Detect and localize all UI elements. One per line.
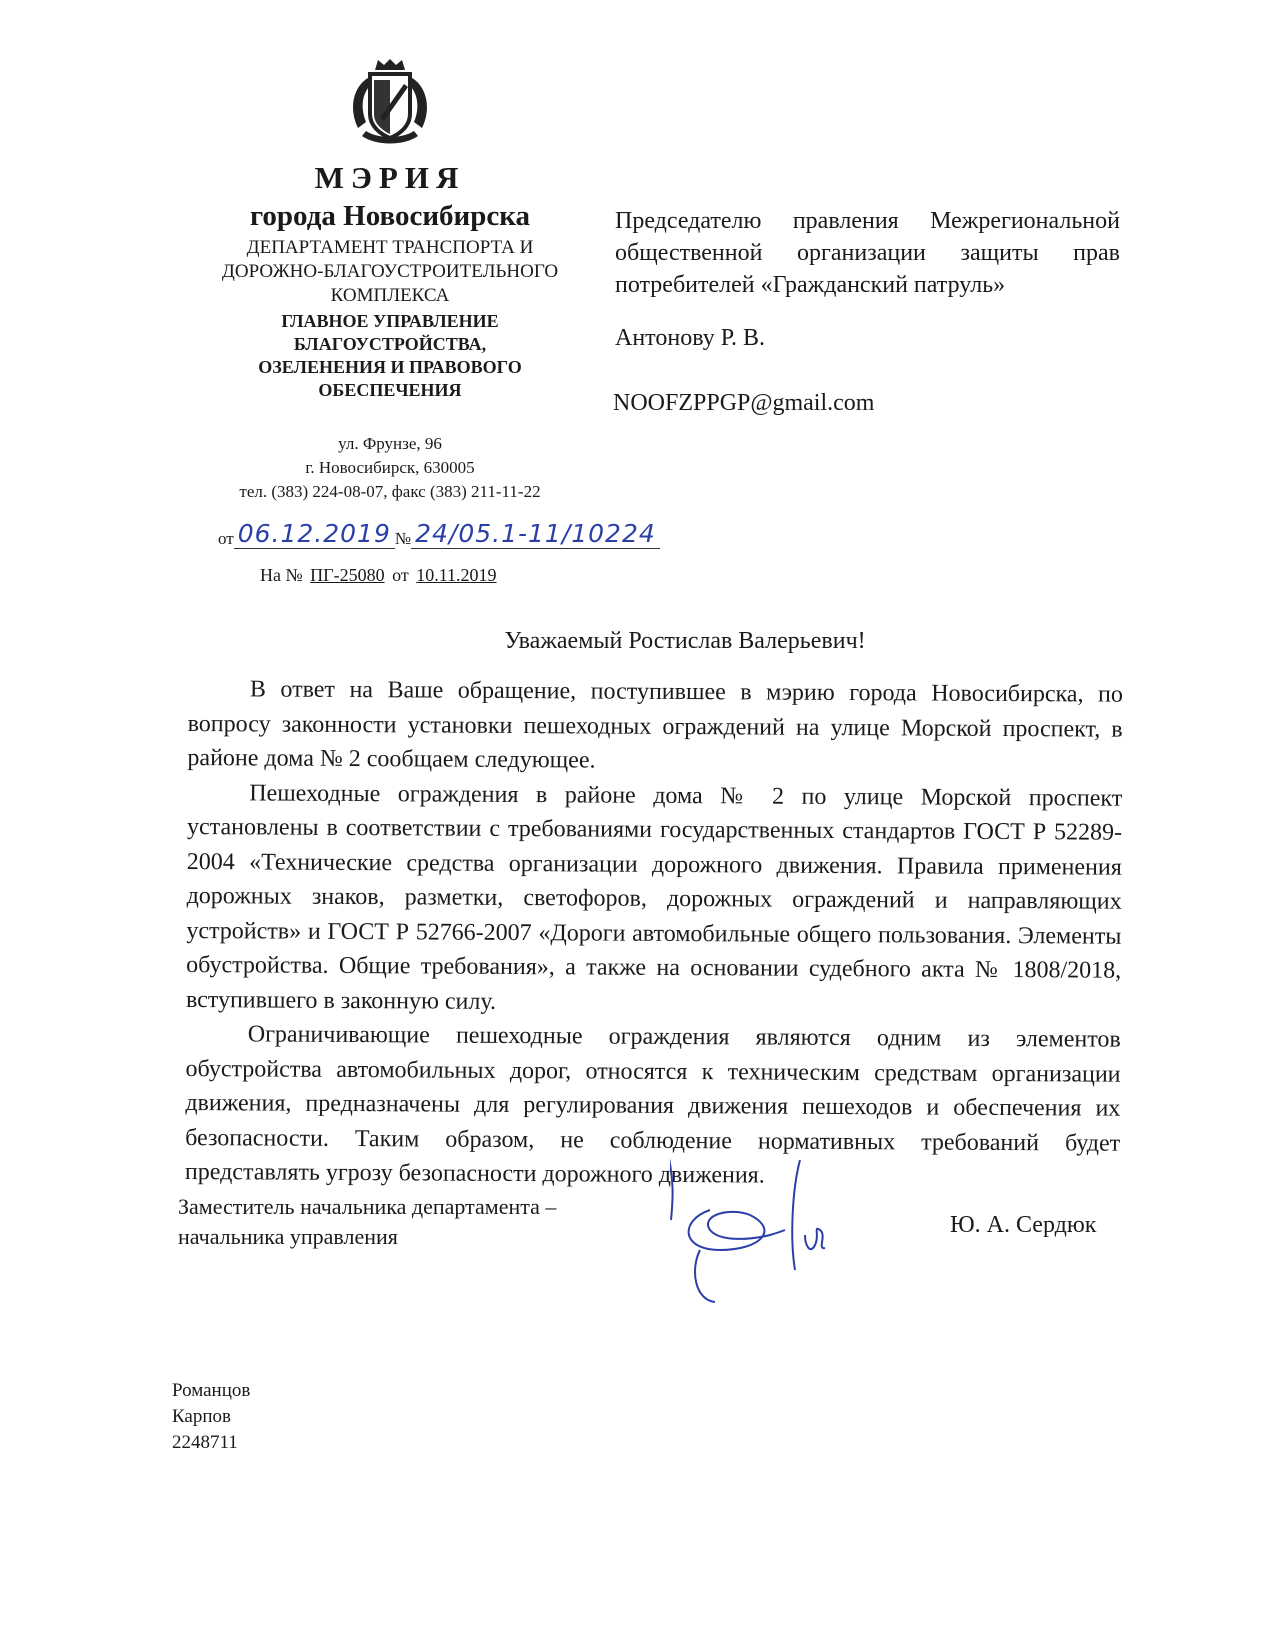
directorate-line: БЛАГОУСТРОЙСТВА, <box>293 334 487 354</box>
directorate-line: ОБЕСПЕЧЕНИЯ <box>318 380 462 400</box>
address-line: тел. (383) 224-08-07, факс (383) 211-11-22 <box>239 482 541 501</box>
reply-label: На № <box>260 565 303 585</box>
reply-from-label: от <box>392 565 409 585</box>
handwritten-signature <box>670 1140 840 1310</box>
address-line: г. Новосибирск, 630005 <box>305 458 475 477</box>
reply-reference <box>260 565 500 586</box>
department-line: ДОРОЖНО-БЛАГОУСТРОИТЕЛЬНОГО <box>221 261 559 282</box>
directorate-line: ГЛАВНОЕ УПРАВЛЕНИЕ <box>281 311 499 331</box>
letterhead-address <box>175 432 605 504</box>
body-paragraph: В ответ на Ваше обращение, поступившее в мэрию города Новосибирска, по вопросу законности установки пешеходных ограждений на улице Морской проспект, в районе дома № 2 сообщаем следующее. <box>187 676 1123 774</box>
handwritten-number: 24/05.1-11/10224 <box>411 520 660 549</box>
reply-number: ПГ-25080 <box>310 565 385 585</box>
greeting: Уважаемый Ростислав Валерьевич! <box>504 628 866 654</box>
letterhead-department <box>175 236 605 308</box>
handwritten-date: 06.12.2019 <box>234 520 395 549</box>
executor-line: Карпов <box>172 1406 231 1427</box>
address-line: ул. Фрунзе, 96 <box>338 434 442 453</box>
body-paragraph: Пешеходные ограждения в районе дома № 2 по улице Морской проспект установлены в соответствии с требованиями государственных стандартов ГОСТ Р 52289-2004 «Технические средства организации дорожного движения. Правила применения дорожных знаков, разметки, светофоров, дорожных ограждений и направляющих устройств» и ГОСТ Р 52766-2007 «Дороги автомобильные общего пользования. Элементы обустройства. Общие требования», а также на основании судебного акта № 1808/2018, вступившего в законную силу. <box>185 779 1123 1015</box>
signer-name: Ю. А. Сердюк <box>950 1212 1097 1238</box>
recipient-name: Антонову Р. В. <box>615 325 766 351</box>
letterhead-city: города Новосибирска <box>249 200 531 232</box>
from-label: от <box>218 529 234 548</box>
directorate-line: ОЗЕЛЕНЕНИЯ И ПРАВОВОГО <box>258 357 522 377</box>
department-line: ДЕПАРТАМЕНТ ТРАНСПОРТА И <box>246 237 534 258</box>
position-line: Заместитель начальника департамента – <box>178 1194 557 1219</box>
department-line: КОМПЛЕКСА <box>330 285 450 306</box>
letterhead-directorate <box>175 310 605 402</box>
letter-body <box>185 672 1123 1195</box>
body-paragraph: Ограничивающие пешеходные ограждения являются одним из элементов обустройства автомобильных дорог, относятся к техническим средствам организации движения, предназначены для регулирования движения пешеходов и обеспечения их безопасности. Таким образом, не соблюдение нормативных требований будет представлять угрозу безопасности дорожного движения. <box>184 1021 1121 1189</box>
outgoing-reference <box>218 520 660 549</box>
position-line: начальника управления <box>178 1224 398 1249</box>
reply-date: 10.11.2019 <box>416 565 497 585</box>
city-coat-of-arms-logo <box>340 58 440 150</box>
executor-phone: 2248711 <box>172 1432 238 1453</box>
number-label: № <box>394 529 412 548</box>
recipient-email: NOOFZPPGP@gmail.com <box>613 390 875 416</box>
executors <box>172 1378 250 1456</box>
recipient-text: Председателю правления Межрегиональной общественной организации защиты прав потребителей «Гражданский патруль» <box>615 208 1120 298</box>
executor-line: Романцов <box>172 1380 251 1401</box>
signer-position <box>178 1192 556 1252</box>
letterhead-title: МЭРИЯ <box>314 160 466 195</box>
